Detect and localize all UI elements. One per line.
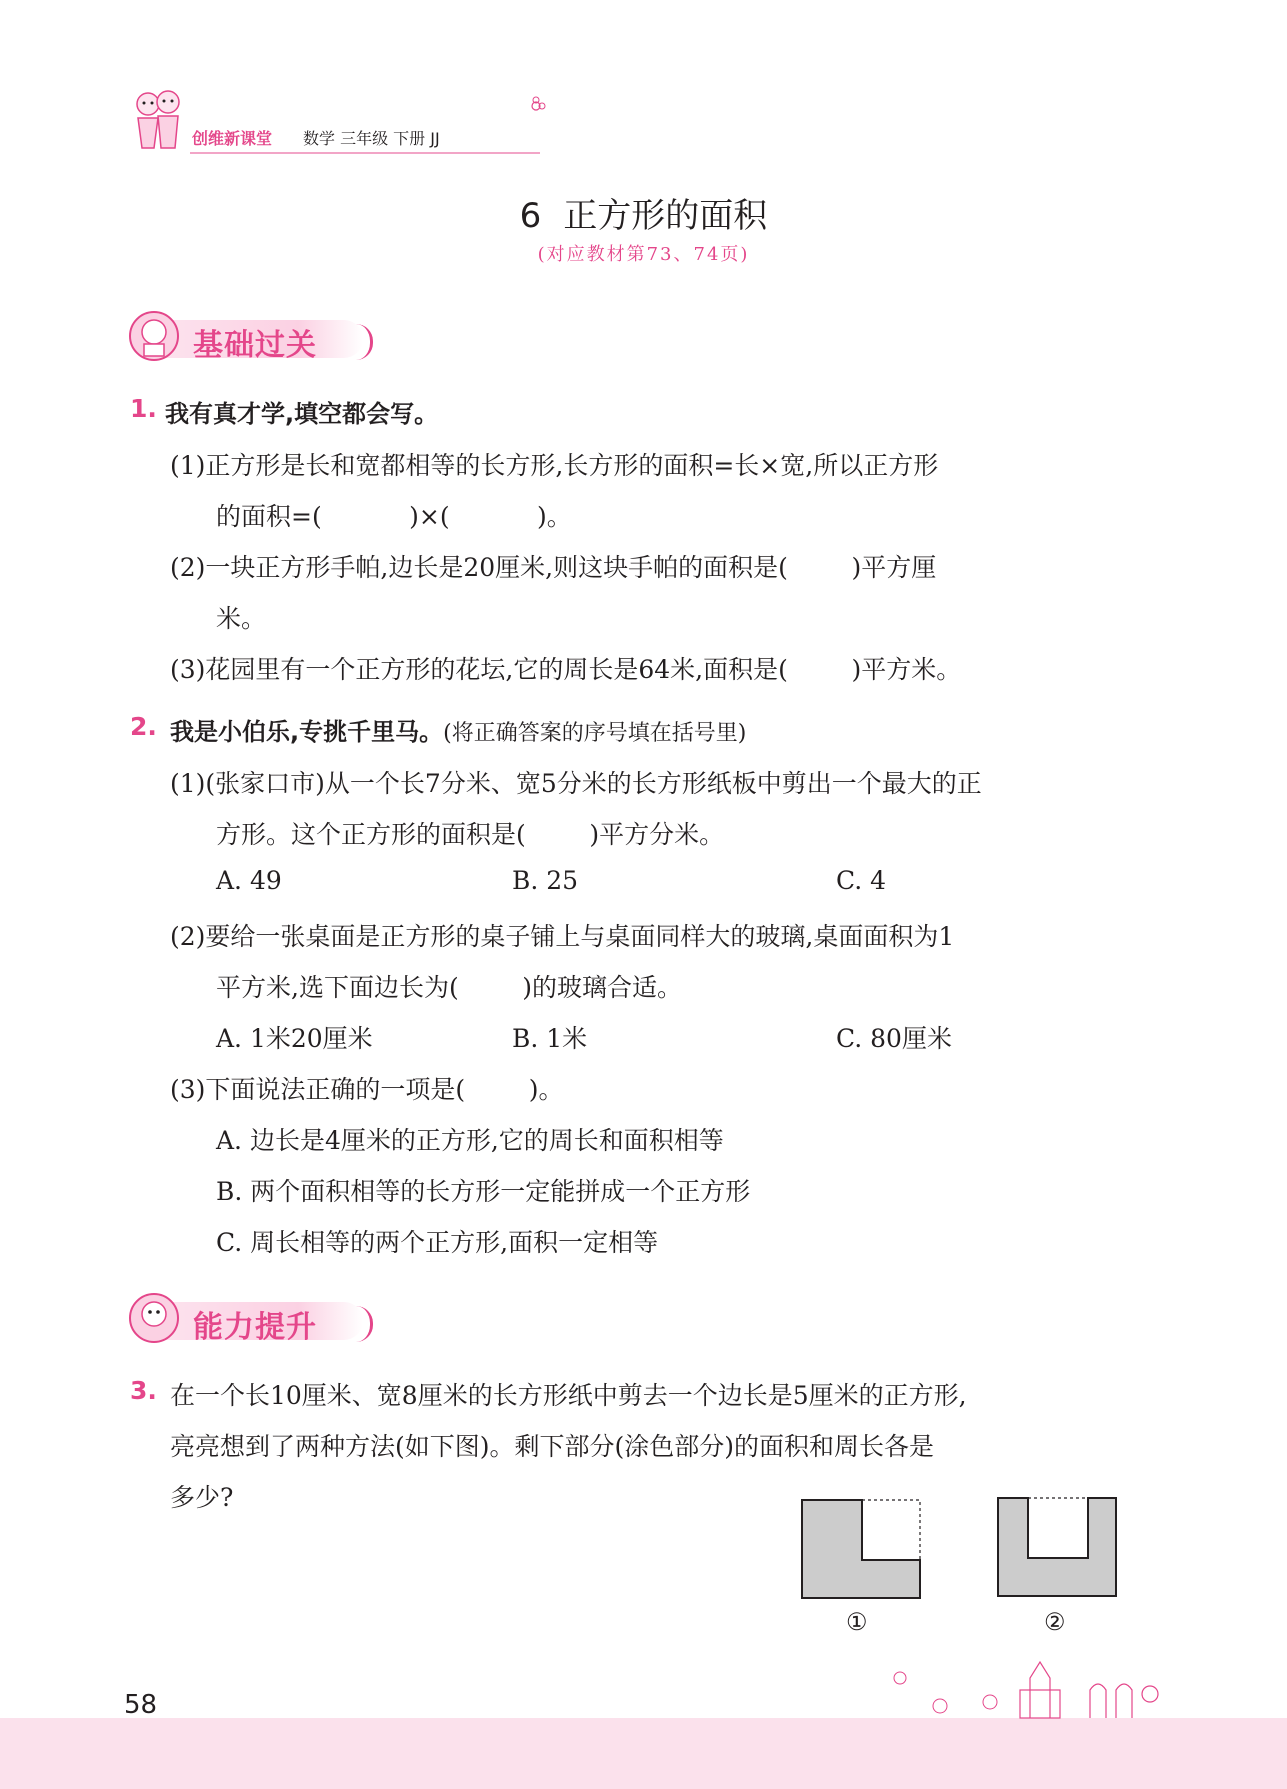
question-heading: 我有真才学,填空都会写。 bbox=[165, 400, 439, 428]
page-number: 58 bbox=[124, 1690, 158, 1720]
lesson-number: 6 bbox=[519, 196, 542, 236]
question-line: (1)正方形是长和宽都相等的长方形,长方形的面积=长×宽,所以正方形 bbox=[170, 451, 939, 480]
section-banner-basic bbox=[128, 308, 388, 370]
option-b: B. 1米 bbox=[512, 1024, 588, 1053]
girls-logo-icon bbox=[128, 86, 188, 156]
header-rule bbox=[190, 152, 540, 154]
question-heading bbox=[170, 712, 746, 747]
question-number: 1. bbox=[130, 394, 157, 423]
option-a: A. 边长是4厘米的正方形,它的周长和面积相等 bbox=[216, 1126, 724, 1155]
question-line: (2)一块正方形手帕,边长是20厘米,则这块手帕的面积是( )平方厘 bbox=[170, 553, 937, 582]
castle-decoration-icon bbox=[880, 1640, 1180, 1720]
lesson-title bbox=[0, 188, 1287, 237]
question-instruction: (将正确答案的序号填在括号里) bbox=[443, 721, 747, 746]
question-line: 方形。这个正方形的面积是( )平方分米。 bbox=[216, 820, 725, 849]
section-title: 基础过关 bbox=[193, 328, 317, 363]
figure-label-1: ① bbox=[846, 1608, 868, 1636]
figure-label-2: ② bbox=[1044, 1608, 1066, 1636]
question-number: 3. bbox=[130, 1376, 157, 1405]
footer-band bbox=[0, 1718, 1287, 1789]
question-line: 多少? bbox=[170, 1483, 234, 1512]
running-header bbox=[128, 86, 558, 158]
option-a: A. 1米20厘米 bbox=[216, 1024, 373, 1053]
option-b: B. 两个面积相等的长方形一定能拼成一个正方形 bbox=[216, 1177, 751, 1206]
question-line: 米。 bbox=[216, 604, 267, 633]
question-line: (1)(张家口市)从一个长7分米、宽5分米的长方形纸板中剪出一个最大的正 bbox=[170, 769, 982, 798]
figure-cut-corner bbox=[800, 1498, 924, 1600]
option-c: C. 周长相等的两个正方形,面积一定相等 bbox=[216, 1228, 659, 1257]
lesson-title-text: 正方形的面积 bbox=[563, 196, 768, 236]
question-line: (3)下面说法正确的一项是( )。 bbox=[170, 1075, 564, 1104]
subject-info: 数学 三年级 下册 JJ bbox=[303, 129, 440, 148]
question-line: 亮亮想到了两种方法(如下图)。剩下部分(涂色部分)的面积和周长各是 bbox=[170, 1432, 935, 1461]
question-line: (3)花园里有一个正方形的花坛,它的周长是64米,面积是( )平方米。 bbox=[170, 655, 962, 684]
question-number: 2. bbox=[130, 712, 157, 741]
brand-name: 创维新课堂 bbox=[192, 129, 273, 148]
option-c: C. 80厘米 bbox=[836, 1024, 952, 1053]
mascot-icon bbox=[128, 308, 180, 364]
option-a: A. 49 bbox=[216, 866, 282, 895]
section-banner-advanced bbox=[128, 1290, 388, 1352]
figure-cut-middle bbox=[996, 1496, 1120, 1598]
question-heading-text: 我是小伯乐,专挑千里马。 bbox=[170, 718, 444, 746]
flower-icon bbox=[526, 96, 546, 116]
option-c: C. 4 bbox=[836, 866, 887, 895]
mascot-icon bbox=[128, 1290, 180, 1346]
question-line: 在一个长10厘米、宽8厘米的长方形纸中剪去一个边长是5厘米的正方形, bbox=[170, 1381, 967, 1410]
section-title: 能力提升 bbox=[193, 1310, 317, 1345]
question-line: 平方米,选下面边长为( )的玻璃合适。 bbox=[216, 973, 683, 1002]
question-line: 的面积=( )×( )。 bbox=[216, 502, 572, 531]
option-b: B. 25 bbox=[512, 866, 579, 895]
textbook-reference: (对应教材第73、74页) bbox=[537, 244, 750, 265]
question-line: (2)要给一张桌面是正方形的桌子铺上与桌面同样大的玻璃,桌面面积为1 bbox=[170, 922, 955, 951]
